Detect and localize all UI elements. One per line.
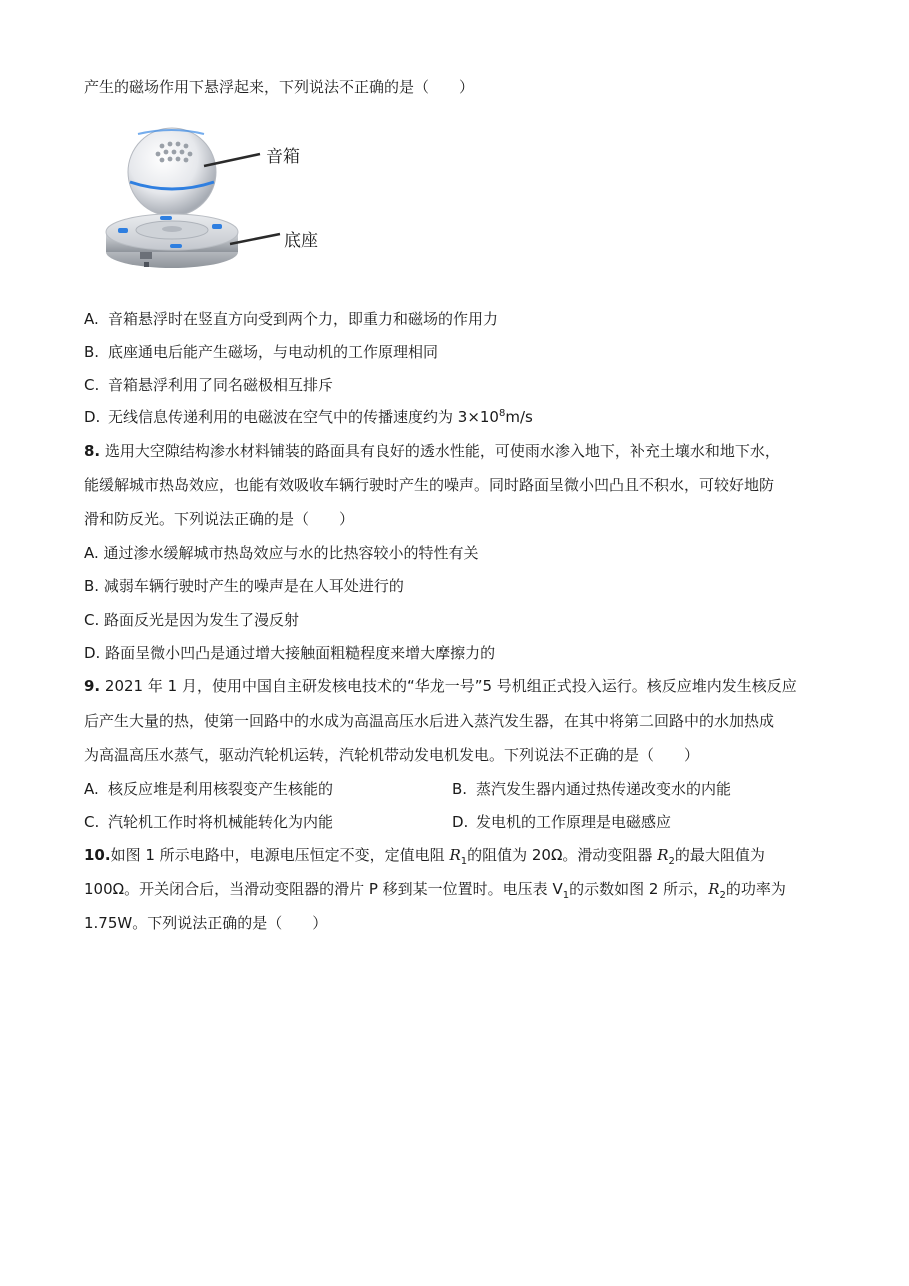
stem-text: 的最大阻值为 xyxy=(674,846,765,864)
option-label: A. xyxy=(84,310,99,328)
q9-option-b xyxy=(452,779,731,799)
q8-stem-line-1 xyxy=(84,441,780,461)
q9-stem-line-1 xyxy=(84,676,797,696)
option-label: D. xyxy=(452,813,469,831)
option-text: 底座通电后能产生磁场，与电动机的工作原理相同 xyxy=(108,343,439,361)
q9-stem-line-3: 为高温高压水蒸气，驱动汽轮机运转，汽轮机带动发电机发电。下列说法不正确的是（ ） xyxy=(84,746,700,764)
q7-option-d xyxy=(84,407,533,427)
q8-option-b: B. 减弱车辆行驶时产生的噪声是在人耳处进行的 xyxy=(84,577,404,595)
q7-option-b xyxy=(84,342,438,362)
q9-option-a xyxy=(84,779,333,799)
base-label: 底座 xyxy=(284,231,318,251)
q9-stem-line-2: 后产生大量的热，使第一回路中的水成为高温高压水后进入蒸汽发生器，在其中将第二回路中的水加热成 xyxy=(84,712,775,730)
subscript: 2 xyxy=(719,890,726,901)
q8-option-c: C. 路面反光是因为发生了漫反射 xyxy=(84,611,300,629)
option-text: 核反应堆是利用核裂变产生核能的 xyxy=(108,780,334,798)
speaker-label: 音箱 xyxy=(266,147,300,167)
resistor-symbol: R xyxy=(657,846,669,864)
q9-option-c xyxy=(84,812,333,832)
option-label: A. xyxy=(84,780,99,798)
q10-stem-line-1 xyxy=(84,845,765,865)
exponent: 8 xyxy=(498,408,506,419)
q7-option-a xyxy=(84,309,498,329)
option-text: 音箱悬浮利用了同名磁极相互排斥 xyxy=(108,376,334,394)
q8-option-a: A. 通过渗水缓解城市热岛效应与水的比热容较小的特性有关 xyxy=(84,544,479,562)
option-text: 汽轮机工作时将机械能转化为内能 xyxy=(108,813,334,831)
subscript: 2 xyxy=(668,856,675,867)
option-label: D. xyxy=(84,408,101,426)
stem-text: 的阻值为 20Ω。滑动变阻器 xyxy=(467,846,658,864)
levitating-speaker-figure xyxy=(100,124,340,274)
question-7-stem-tail: 产生的磁场作用下悬浮起来，下列说法不正确的是（ ） xyxy=(84,78,475,96)
q8-stem-line-3: 滑和防反光。下列说法正确的是（ ） xyxy=(84,510,355,528)
option-text: 蒸汽发生器内通过热传递改变水的内能 xyxy=(476,780,732,798)
resistor-symbol: R xyxy=(449,846,461,864)
stem-text: 100Ω。开关闭合后，当滑动变阻器的滑片 P 移到某一位置时。电压表 V xyxy=(84,880,563,898)
stem-text: 选用大空隙结构渗水材料铺装的路面具有良好的透水性能，可使雨水渗入地下，补充土壤水和地下水， xyxy=(104,442,780,460)
q10-stem-line-2 xyxy=(84,879,786,899)
question-number: 10. xyxy=(84,846,111,864)
option-label: C. xyxy=(84,376,100,394)
levitating-speaker-image xyxy=(100,124,340,274)
q7-option-c xyxy=(84,375,333,395)
option-text: 发电机的工作原理是电磁感应 xyxy=(476,813,672,831)
option-label: B. xyxy=(84,343,100,361)
stem-text: 的示数如图 2 所示， xyxy=(569,880,709,898)
subscript: 1 xyxy=(562,890,570,901)
q8-option-d: D. 路面呈微小凹凸是通过增大接触面粗糙程度来增大摩擦力的 xyxy=(84,644,496,662)
q9-option-d xyxy=(452,812,671,832)
question-number: 9. xyxy=(84,677,101,695)
option-label: B. xyxy=(452,780,468,798)
subscript: 1 xyxy=(460,856,468,867)
stem-text: 如图 1 所示电路中，电源电压恒定不变，定值电阻 xyxy=(110,846,450,864)
stem-text: 的功率为 xyxy=(725,880,786,898)
stem-text: 2021 年 1 月，使用中国自主研发核电技术的“华龙一号”5 号机组正式投入运行。核反应堆内发生核反应 xyxy=(104,677,797,695)
option-label: C. xyxy=(84,813,100,831)
q8-stem-line-2: 能缓解城市热岛效应，也能有效吸收车辆行驶时产生的噪声。同时路面呈微小凹凸且不积水，可较好地防 xyxy=(84,476,775,494)
question-number: 8. xyxy=(84,442,101,460)
option-text: 无线信息传递利用的电磁波在空气中的传播速度约为 3×10 xyxy=(108,408,499,426)
resistor-symbol: R xyxy=(708,880,720,898)
unit: m/s xyxy=(505,408,533,426)
option-text: 音箱悬浮时在竖直方向受到两个力，即重力和磁场的作用力 xyxy=(108,310,499,328)
q10-stem-line-3: 1.75W。下列说法正确的是（ ） xyxy=(84,914,328,932)
